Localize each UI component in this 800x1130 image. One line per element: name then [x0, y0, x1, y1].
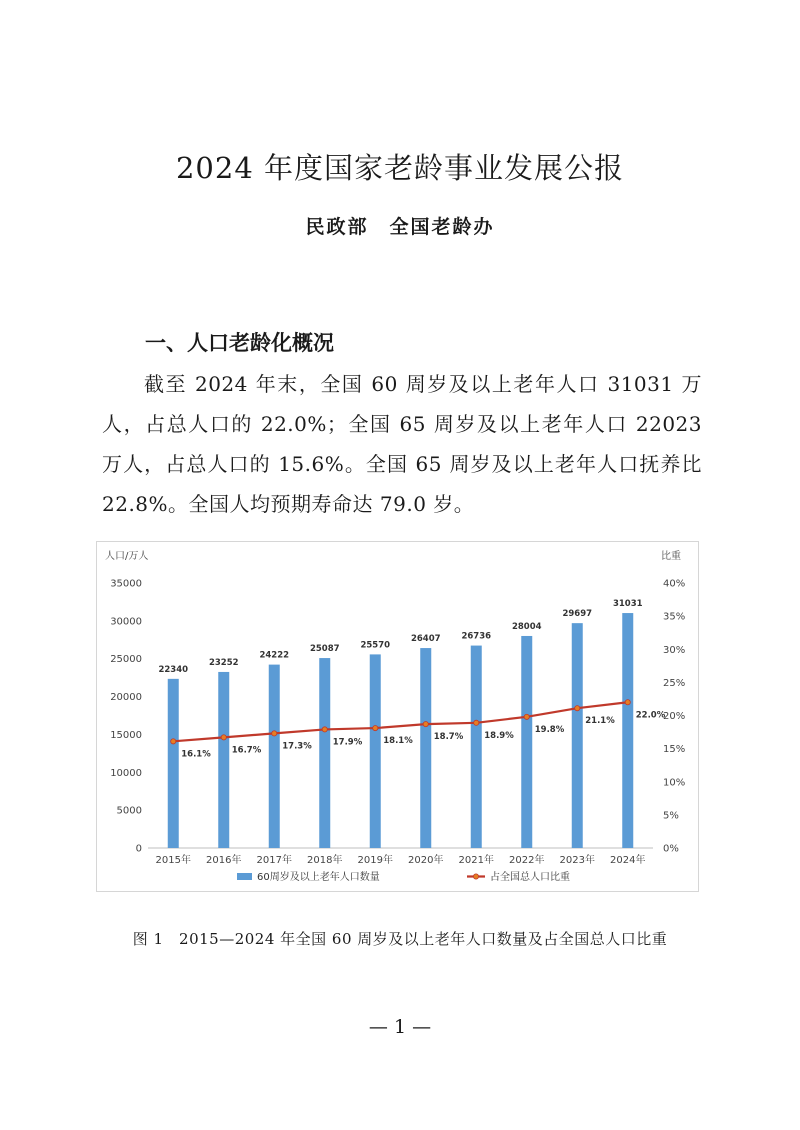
section-heading: 一、人口老龄化概况 [145, 331, 334, 355]
y-tick-label: 0 [135, 843, 142, 855]
y-tick-label: 10000 [110, 767, 142, 779]
ratio-value-label: 17.9% [332, 737, 363, 748]
bar [572, 623, 583, 848]
x-tick-label: 2017年 [256, 855, 292, 866]
bar-value-label: 26736 [461, 631, 492, 642]
page-number: — 1 — [368, 1016, 432, 1038]
ratio-point [322, 727, 327, 732]
bar-value-label: 25087 [309, 644, 340, 655]
ratio-point [474, 720, 479, 725]
ratio-value-label: 16.7% [231, 745, 262, 756]
x-tick-label: 2024年 [610, 855, 646, 866]
y2-tick-label: 20% [663, 711, 686, 722]
y-tick-label: 30000 [110, 616, 142, 628]
bar-value-label: 25570 [360, 640, 391, 651]
ratio-value-label: 18.7% [433, 732, 464, 743]
ratio-value-label: 21.1% [585, 716, 615, 727]
y2-tick-label: 5% [663, 810, 679, 822]
bar [319, 658, 330, 848]
y2-tick-label: 40% [663, 578, 686, 590]
y2-tick-label: 25% [663, 677, 686, 689]
document-authors: 民政部 全国老龄办 [305, 216, 495, 238]
y-tick-label: 35000 [110, 578, 142, 590]
ratio-point [524, 714, 529, 719]
document-title: 2024 年度国家老龄事业发展公报 [175, 151, 625, 185]
legend-bar-label: 60周岁及以上老年人口数量 [257, 872, 380, 883]
figure-caption: 图 1 2015—2024 年全国 60 周岁及以上老年人口数量及占全国总人口比重 [132, 930, 668, 948]
y-axis-title: 人口/万人 [105, 551, 149, 562]
y-tick-label: 15000 [110, 729, 142, 741]
x-tick-label: 2022年 [509, 855, 545, 866]
y2-axis-title: 比重 [661, 551, 681, 562]
body-paragraph: 截至 2024 年末，全国 60 周岁及以上老年人口 31031 万人，占总人口的 22.0%；全国 65 周岁及以上老年人口 22023 万人，占总人口的 15.6%。全国 65 周岁及以上老年人口抚养比 22.8%。全国人均预期寿命达 79.0 岁。 [102, 372, 702, 516]
bar-value-label: 22340 [158, 664, 189, 675]
ratio-point [373, 725, 378, 730]
x-tick-label: 2020年 [408, 855, 444, 866]
bar [521, 636, 532, 848]
bar [622, 613, 633, 848]
bar [370, 654, 381, 848]
x-tick-label: 2016年 [206, 855, 242, 866]
bar-value-label: 24222 [259, 650, 290, 661]
ratio-point [575, 706, 580, 711]
bar [471, 646, 482, 848]
ratio-value-label: 18.9% [484, 730, 514, 741]
bar [168, 679, 179, 848]
ratio-point [221, 735, 226, 740]
ratio-value-label: 17.3% [282, 741, 312, 752]
y2-tick-label: 10% [663, 777, 686, 789]
ratio-point [625, 700, 630, 705]
y2-tick-label: 35% [663, 611, 686, 623]
bar [218, 672, 229, 848]
ratio-value-label: 16.1% [181, 749, 211, 760]
y2-tick-label: 15% [663, 744, 686, 756]
ratio-point [171, 739, 176, 744]
x-tick-label: 2019年 [357, 855, 393, 866]
y2-tick-label: 30% [663, 644, 686, 656]
x-tick-label: 2015年 [155, 855, 191, 866]
bar-value-label: 28004 [511, 621, 542, 632]
ratio-value-label: 22.0% [635, 710, 666, 721]
legend-line-label: 占全国总人口比重 [490, 872, 570, 883]
ratio-point [272, 731, 277, 736]
legend-line-marker [473, 874, 478, 879]
bar-value-label: 31031 [612, 599, 643, 610]
y-tick-label: 20000 [110, 692, 142, 704]
bar [269, 665, 280, 848]
bar-value-label: 29697 [562, 609, 593, 620]
x-tick-label: 2018年 [307, 855, 343, 866]
bar [420, 648, 431, 848]
ratio-value-label: 18.1% [383, 736, 413, 747]
legend-bar-swatch [237, 873, 252, 880]
chart-container [96, 541, 699, 892]
bar-value-label: 26407 [410, 634, 441, 645]
x-tick-label: 2021年 [458, 855, 494, 866]
y-tick-label: 25000 [110, 654, 142, 666]
ratio-point [423, 722, 428, 727]
bar-value-label: 23252 [208, 657, 239, 668]
x-tick-label: 2023年 [559, 855, 595, 866]
population-chart [97, 542, 698, 891]
y-tick-label: 5000 [116, 805, 142, 817]
ratio-value-label: 19.8% [534, 724, 565, 735]
y2-tick-label: 0% [663, 843, 679, 855]
